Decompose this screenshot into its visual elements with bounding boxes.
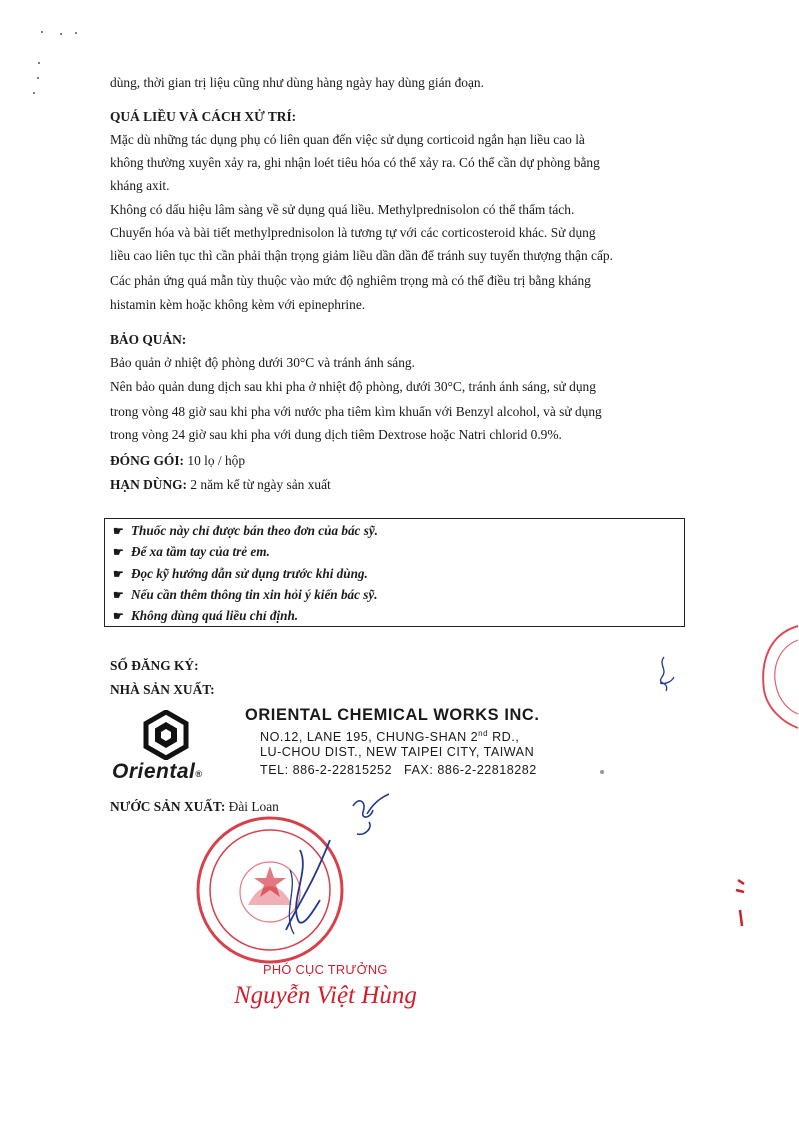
pointing-hand-icon: ☛ [113, 524, 124, 538]
scan-speck [60, 33, 62, 35]
signatory-title: PHÓ CỤC TRƯỞNG [263, 962, 388, 977]
warning-box [104, 518, 685, 627]
scan-speck [600, 770, 604, 774]
storage-line: trong vòng 24 giờ sau khi pha với dung dịch tiêm Dextrose hoặc Natri chlorid 0.9%. [110, 427, 562, 442]
pointing-hand-icon: ☛ [113, 609, 124, 623]
scan-speck [37, 77, 39, 79]
origin-label: NƯỚC SẢN XUẤT: [110, 799, 226, 814]
warning-text: Thuốc này chỉ được bán theo đơn của bác sỹ. [131, 523, 378, 538]
warning-item [113, 522, 378, 540]
overdose-line: histamin kèm hoặc không kèm với epinephrine. [110, 297, 366, 312]
scan-speck [33, 92, 35, 94]
overdose-line: Không có dấu hiệu lâm sàng về sử dụng quá liều. Methylprednisolon có thể thẩm tách. [110, 202, 575, 217]
overdose-line: Các phản ứng quá mẫn tùy thuộc vào mức độ nghiêm trọng mà có thể điều trị bằng kháng [110, 273, 591, 288]
oriental-logo-icon [143, 710, 189, 760]
address-text: RD., [488, 730, 520, 745]
packaging-value: 10 lọ / hộp [184, 453, 246, 468]
company-phone-fax: TEL: 886-2-22815252 FAX: 886-2-22818282 [260, 763, 537, 777]
storage-line: Bảo quản ở nhiệt độ phòng dưới 30°C và tránh ánh sáng. [110, 355, 415, 370]
pointing-hand-icon: ☛ [113, 588, 124, 602]
company-address-line2: LU-CHOU DIST., NEW TAIPEI CITY, TAIWAN [260, 745, 535, 759]
oriental-logo-text [112, 760, 203, 784]
registration-label: SỐ ĐĂNG KÝ: [110, 658, 199, 673]
scan-speck [38, 62, 40, 64]
expiry-value: 2 năm kể từ ngày sản xuất [187, 477, 331, 492]
overdose-line: kháng axit. [110, 178, 170, 193]
overdose-line: liều cao liên tục thì cần phải thận trọng giảm liều dần dần để tránh suy tuyến thượng thận cấp. [110, 248, 613, 263]
address-superscript: nd [478, 729, 489, 738]
origin-value: Đài Loan [225, 799, 279, 814]
company-name: ORIENTAL CHEMICAL WORKS INC. [245, 706, 540, 724]
address-text: NO.12, LANE 195, CHUNG-SHAN 2 [260, 730, 479, 745]
pointing-hand-icon: ☛ [113, 545, 124, 559]
intro-text: dùng, thời gian trị liệu cũng như dùng hàng ngày hay dùng gián đoạn. [110, 75, 484, 90]
overdose-line: Mặc dù những tác dụng phụ có liên quan đến việc sử dụng corticoid ngắn hạn liều cao là [110, 132, 585, 147]
packaging-row [110, 450, 245, 472]
warning-item [113, 543, 270, 561]
storage-heading: BẢO QUẢN: [110, 332, 187, 347]
overdose-heading: QUÁ LIỀU VÀ CÁCH XỬ TRÍ: [110, 109, 297, 124]
partial-stamp-icon [752, 620, 799, 730]
margin-signature-icon [650, 655, 680, 699]
logo-wordmark: Oriental [112, 760, 196, 783]
warning-item [113, 586, 378, 604]
scan-speck [41, 31, 43, 33]
pointing-hand-icon: ☛ [113, 567, 124, 581]
official-stamp-icon [190, 810, 350, 970]
expiry-label: HẠN DÙNG: [110, 477, 187, 492]
overdose-line: Chuyển hóa và bài tiết methylprednisolon là tương tự với các corticosteroid khác. Sử dụng [110, 225, 596, 240]
warning-item [113, 607, 298, 625]
warning-text: Không dùng quá liều chỉ định. [131, 608, 299, 623]
initial-signature-icon [345, 792, 395, 840]
scan-speck [75, 32, 77, 34]
overdose-line: không thường xuyên xảy ra, ghi nhận loét tiêu hóa có thể xảy ra. Có thể cần dự phòng bằng [110, 155, 600, 170]
signatory-name: Nguyễn Việt Hùng [234, 982, 417, 1009]
partial-stamp-fragment-icon [730, 870, 750, 930]
packaging-label: ĐÓNG GÓI: [110, 453, 185, 468]
expiry-row [110, 474, 331, 496]
company-address-line1 [260, 729, 519, 744]
storage-line: Nên bảo quản dung dịch sau khi pha ở nhiệt độ phòng, dưới 30°C, tránh ánh sáng, sử dụng [110, 379, 596, 394]
manufacturer-label: NHÀ SẢN XUẤT: [110, 682, 215, 697]
warning-item [113, 565, 368, 583]
warning-text: Để xa tầm tay của trẻ em. [131, 544, 270, 559]
warning-text: Đọc kỹ hướng dẫn sử dụng trước khi dùng. [131, 566, 368, 581]
storage-line: trong vòng 48 giờ sau khi pha với nước pha tiêm kìm khuẩn với Benzyl alcohol, và sử dụng [110, 404, 602, 419]
warning-text: Nếu cần thêm thông tin xin hỏi ý kiến bác sỹ. [131, 587, 378, 602]
registered-mark: ® [195, 769, 203, 779]
